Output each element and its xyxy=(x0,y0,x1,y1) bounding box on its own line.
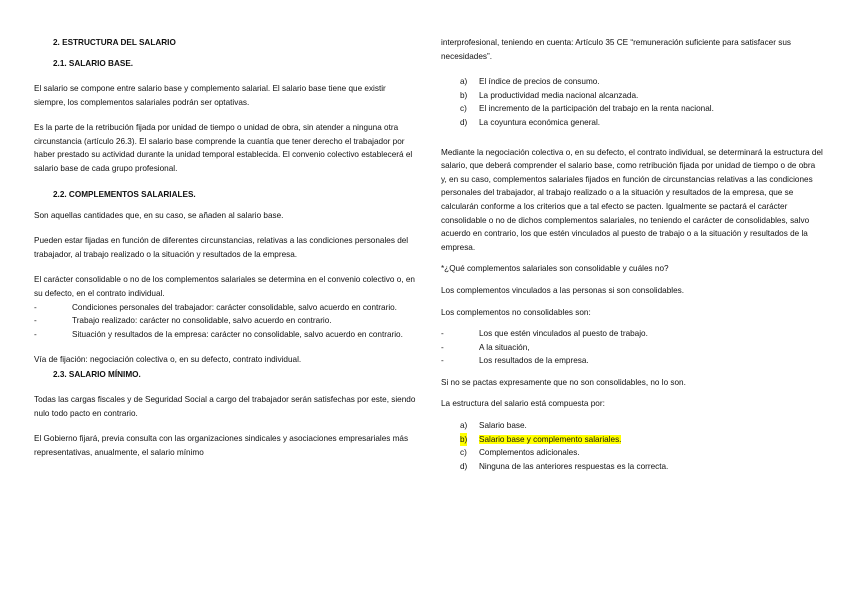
answer-pacto-expreso: Si no se pactas expresamente que no son consolidables, no lo son. xyxy=(441,377,686,387)
list-item-text: Los resultados de la empresa. xyxy=(479,356,589,366)
list-marker: a) xyxy=(460,421,468,431)
list-item-text: El incremento de la participación del trabajo en la renta nacional. xyxy=(479,104,714,114)
heading-salario-base: 2.1. SALARIO BASE. xyxy=(53,59,134,68)
option-text: Complementos adicionales. xyxy=(479,448,580,458)
question-consolidables: *¿Qué complementos salariales son consolidable y cuáles no? xyxy=(441,264,669,274)
list-item-text: Situación y resultados de la empresa: carácter no consolidable, salvo acuerdo en contrario. xyxy=(72,329,403,339)
option-c xyxy=(441,446,823,460)
list-item xyxy=(441,341,823,355)
dash-marker: - xyxy=(34,316,37,326)
paragraph-gobierno-fijara: El Gobierno fijará, previa consulta con las organizaciones sindicales y asociaciones empresariales más representativas, anualmente, el salario mínimo xyxy=(34,434,409,457)
dash-marker: - xyxy=(441,342,444,352)
list-item-text: La productividad media nacional alcanzada. xyxy=(479,90,639,100)
paragraph-caracter-consolidable: El carácter consolidable o no de los complementos salariales se determina en el convenio colectivo o, en su defecto, en el contrato individual. xyxy=(34,275,415,298)
heading-complementos-text: 2.2. COMPLEMENTOS SALARIALES. xyxy=(53,189,196,199)
list-item-text: A la situación, xyxy=(479,342,530,352)
list-item xyxy=(441,89,823,103)
list-item-text: El índice de precios de consumo. xyxy=(479,77,600,87)
option-d xyxy=(441,460,823,474)
answer-vinculados-personas: Los complementos vinculados a las personas si son consolidables. xyxy=(441,285,685,295)
list-item xyxy=(34,328,416,342)
answer-no-consolidables: Los complementos no consolidables son: xyxy=(441,307,591,317)
list-item xyxy=(34,314,416,328)
dash-marker: - xyxy=(34,329,37,339)
list-item xyxy=(441,354,823,368)
list-marker: b) xyxy=(460,90,468,100)
list-item-text: Condiciones personales del trabajador: carácter consolidable, salvo acuerdo en contrario. xyxy=(72,302,397,312)
paragraph-salario-base-definicion: Es la parte de la retribución fijada por unidad de tiempo o unidad de obra, sin atender a ninguna otra circunstancia (artículo 26.3). El salario base comprende la cuantía que tener derecho el trabajador por haber prestado su actividad durante la unidad temporal establecida. El convenio colectivo establecerá el salario base de cada grupo profesional. xyxy=(34,123,413,173)
option-text: Salario base. xyxy=(479,421,527,431)
list-marker: a) xyxy=(460,77,468,87)
paragraph-complementos-definicion: Son aquellas cantidades que, en su caso, se añaden al salario base. xyxy=(34,210,284,220)
heading-complementos xyxy=(34,188,416,201)
list-marker: d) xyxy=(460,461,468,471)
dash-marker: - xyxy=(441,356,444,366)
criterios-list xyxy=(441,75,823,129)
paragraph-negociacion-colectiva: Mediante la negociación colectiva o, en su defecto, el contrato individual, se determinará la estructura del salario, que deberá comprender el salario base, como retribución fijada por unidad de tiempo o de obra y, en su caso, complementos salariales fijados en función de circunstancias relativas a las condiciones personales del trabajador, al trabajo realizado o a la situación y resultados de la empresa, que se calcularán conforme a los criterios que a tal efecto se pacten. Igualmente se pactará el carácter consolidable o no de dichos complementos salariales, no teniendo el carácter de consolidables, salvo acuerdo en contrario, los que estén vinculados al puesto de trabajo o a la situación y resultados de la empresa. xyxy=(441,147,823,252)
paragraph-complementos-fijacion: Pueden estar fijadas en función de diferentes circunstancias, relativas a las condiciones personales del trabajador, al trabajo realizado o la situación y resultados de la empresa. xyxy=(34,236,409,259)
list-item-text: Los que estén vinculados al puesto de trabajo. xyxy=(479,329,648,339)
option-text: Ninguna de las anteriores respuestas es la correcta. xyxy=(479,461,669,471)
option-text-highlighted: Salario base y complemento salariales. xyxy=(479,434,622,444)
right-column xyxy=(441,36,823,473)
list-item xyxy=(441,75,823,89)
paragraph-salario-composicion: El salario se compone entre salario base y complemento salarial. El salario base tiene que existir siempre, los complementos salariales podrán ser optativas. xyxy=(34,84,386,107)
dash-marker: - xyxy=(441,329,444,339)
paragraph-interprofesional: interprofesional, teniendo en cuenta: Artículo 35 CE “remuneración suficiente para satisfacer sus necesidades”. xyxy=(441,38,791,61)
question-estructura-salario: La estructura del salario está compuesta por: xyxy=(441,399,605,409)
list-marker: c) xyxy=(460,448,467,458)
option-a xyxy=(441,419,823,433)
consolidable-list xyxy=(34,301,416,342)
answer-options-list xyxy=(441,419,823,473)
list-marker-highlighted: b) xyxy=(460,433,467,447)
list-item xyxy=(441,327,823,341)
heading-salario-minimo: 2.3. SALARIO MÍNIMO. xyxy=(53,369,141,379)
list-item-text: Trabajo realizado: carácter no consolidable, salvo acuerdo en contrario. xyxy=(72,316,332,326)
left-column xyxy=(34,36,416,459)
paragraph-via-fijacion: Vía de fijación: negociación colectiva o, en su defecto, contrato individual. xyxy=(34,355,302,365)
list-item xyxy=(441,102,823,116)
list-marker: d) xyxy=(460,117,468,127)
dash-marker: - xyxy=(34,302,37,312)
list-item xyxy=(441,116,823,130)
paragraph-cargas-fiscales: Todas las cargas fiscales y de Seguridad Social a cargo del trabajador serán satisfechas por este, siendo nulo todo pacto en contrario. xyxy=(34,394,416,418)
list-item-text: La coyuntura económica general. xyxy=(479,117,601,127)
option-b xyxy=(441,433,823,447)
list-marker: c) xyxy=(460,104,467,114)
no-consolidables-list xyxy=(441,327,823,368)
list-item xyxy=(34,301,416,315)
heading-section-2: 2. ESTRUCTURA DEL SALARIO xyxy=(53,38,176,47)
